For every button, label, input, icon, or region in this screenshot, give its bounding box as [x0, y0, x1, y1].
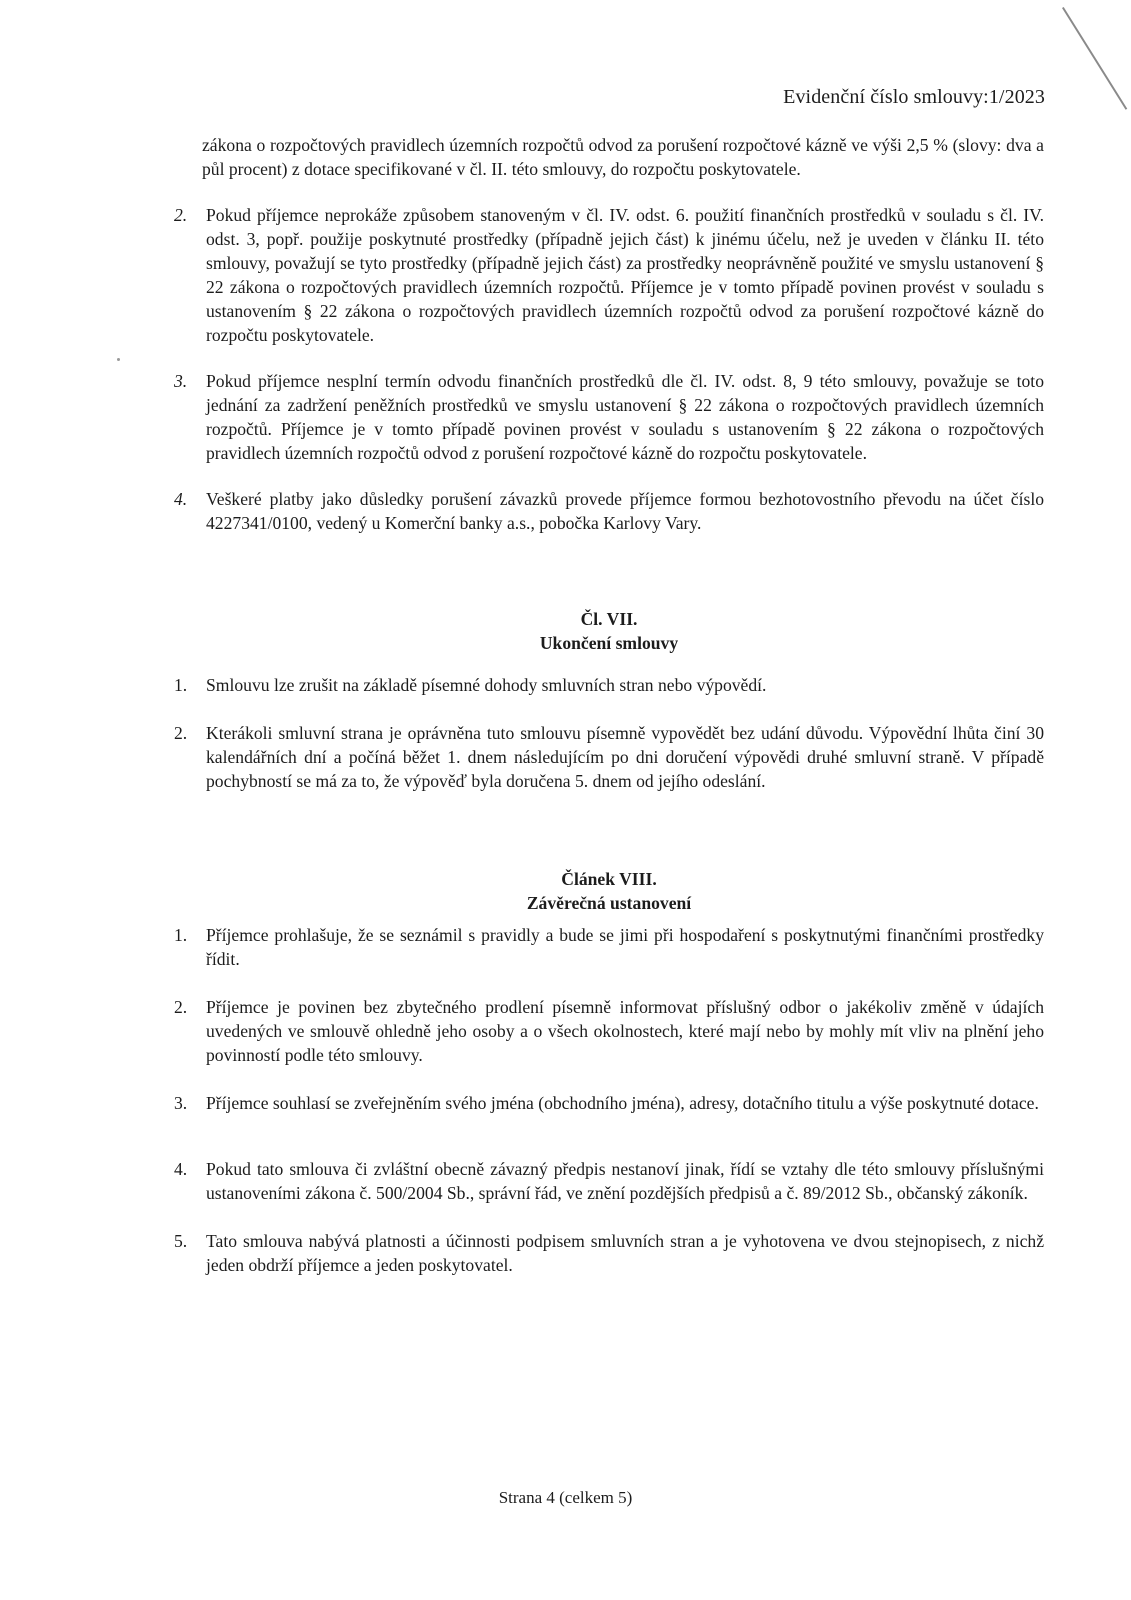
sanction-number: 3. [174, 371, 188, 391]
sanction-number: 4. [174, 489, 188, 509]
article8-item-text: Příjemce prohlašuje, že se seznámil s pravidly a bude se jimi při hospodaření s poskytnutými finančními prostředky řídit. [206, 925, 1044, 969]
article7-item-1 [174, 673, 1044, 697]
article8-item-number: 4. [174, 1159, 188, 1179]
article8-item-text: Pokud tato smlouva či zvláštní obecně závazný předpis nestanoví jinak, řídí se vztahy dle této smlouvy příslušnými ustanoveními zákona č. 500/2004 Sb., správní řád, ve znění pozdějších předpisů a č. 89/2012 Sb., občanský zákoník. [206, 1159, 1044, 1203]
article8-item-number: 5. [174, 1231, 188, 1251]
sanction-item-4 [174, 487, 1044, 535]
article8-item-3 [174, 1091, 1044, 1115]
article7-item-text: Smlouvu lze zrušit na základě písemné dohody smluvních stran nebo výpovědí. [206, 675, 767, 695]
sanction-text: Veškeré platby jako důsledky porušení závazků provede příjemce formou bezhotovostního převodu na účet číslo 4227341/0100, vedený u Komerční banky a.s., pobočka Karlovy Vary. [206, 489, 1044, 533]
article8-item-number: 1. [174, 925, 188, 945]
sanction-text: Pokud příjemce neprokáže způsobem stanoveným v čl. IV. odst. 6. použití finančních prostředků v souladu s čl. IV. odst. 3, popř. použije poskytnuté prostředky (případně jejich část) k jinému účelu, než je uveden v článku II. této smlouvy, považují se tyto prostředky (případně jejich část) za prostředky neoprávněně použité ve smyslu ustanovení § 22 zákona o rozpočtových pravidlech územních rozpočtů. Příjemce je v tomto případě povinen provést v souladu s ustanovením § 22 zákona o rozpočtových pravidlech územních rozpočtů odvod za porušení rozpočtové kázně do rozpočtu poskytovatele. [206, 205, 1044, 345]
document-body [174, 133, 1044, 1277]
article7-item-number: 2. [174, 723, 188, 743]
article8-item-2 [174, 995, 1044, 1067]
scan-edge-line [1062, 7, 1127, 110]
article8-item-text: Příjemce souhlasí se zveřejněním svého jména (obchodního jména), adresy, dotačního titulu a výše poskytnuté dotace. [206, 1093, 1039, 1113]
article7-item-number: 1. [174, 675, 188, 695]
article7-item-text: Kterákoli smluvní strana je oprávněna tuto smlouvu písemně vypovědět bez udání důvodu. Výpovědní lhůta činí 30 kalendářních dní a počíná běžet 1. dnem následujícím po dni doručení výpovědi druhé smluvní straně. V případě pochybností se má za to, že výpověď byla doručena 5. dnem od jejího odeslání. [206, 723, 1044, 791]
article8-item-4 [174, 1157, 1044, 1205]
article8-item-5 [174, 1229, 1044, 1277]
article8-item-text: Tato smlouva nabývá platnosti a účinnosti podpisem smluvních stran a je vyhotovena ve dvou stejnopisech, z nichž jeden obdrží příjemce a jeden poskytovatel. [206, 1231, 1044, 1275]
scan-speck [117, 358, 120, 361]
article8-item-text: Příjemce je povinen bez zbytečného prodlení písemně informovat příslušný odbor o jakékoliv změně v údajích uvedených ve smlouvě ohledně jeho osoby a o všech okolnostech, které mají nebo by mohly mít vliv na plnění jeho povinností podle této smlouvy. [206, 997, 1044, 1065]
article8-number: Článek VIII. [561, 869, 657, 889]
article7-item-2 [174, 721, 1044, 793]
article7-number: Čl. VII. [580, 609, 638, 629]
article7-title: Ukončení smlouvy [539, 633, 679, 653]
article8-item-number: 3. [174, 1093, 188, 1113]
evidence-number: Evidenční číslo smlouvy:1/2023 [783, 86, 1045, 108]
sanction-number: 2. [174, 205, 188, 225]
article8-item-1 [174, 923, 1044, 971]
article8-item-number: 2. [174, 997, 188, 1017]
sanction-text: Pokud příjemce nesplní termín odvodu finančních prostředků dle čl. IV. odst. 8, 9 této smlouvy, považuje se toto jednání za zadržení peněžních prostředků ve smyslu ustanovení § 22 zákona o rozpočtových pravidlech územních rozpočtů. Příjemce je v tomto případě povinen provést v souladu s ustanovením § 22 zákona o rozpočtových pravidlech územních rozpočtů odvod z porušení rozpočtové kázně do rozpočtu poskytovatele. [206, 371, 1044, 463]
intro-paragraph: zákona o rozpočtových pravidlech územních rozpočtů odvod za porušení rozpočtové kázně ve výši 2,5 % (slovy: dva a půl procent) z dotace specifikované v čl. II. této smlouvy, do rozpočtu poskytovatele. [202, 135, 1044, 179]
page-number-footer: Strana 4 (celkem 5) [498, 1488, 633, 1507]
article8-title: Závěrečná ustanovení [526, 893, 692, 913]
sanction-item-3 [174, 369, 1044, 465]
sanction-item-2 [174, 203, 1044, 347]
